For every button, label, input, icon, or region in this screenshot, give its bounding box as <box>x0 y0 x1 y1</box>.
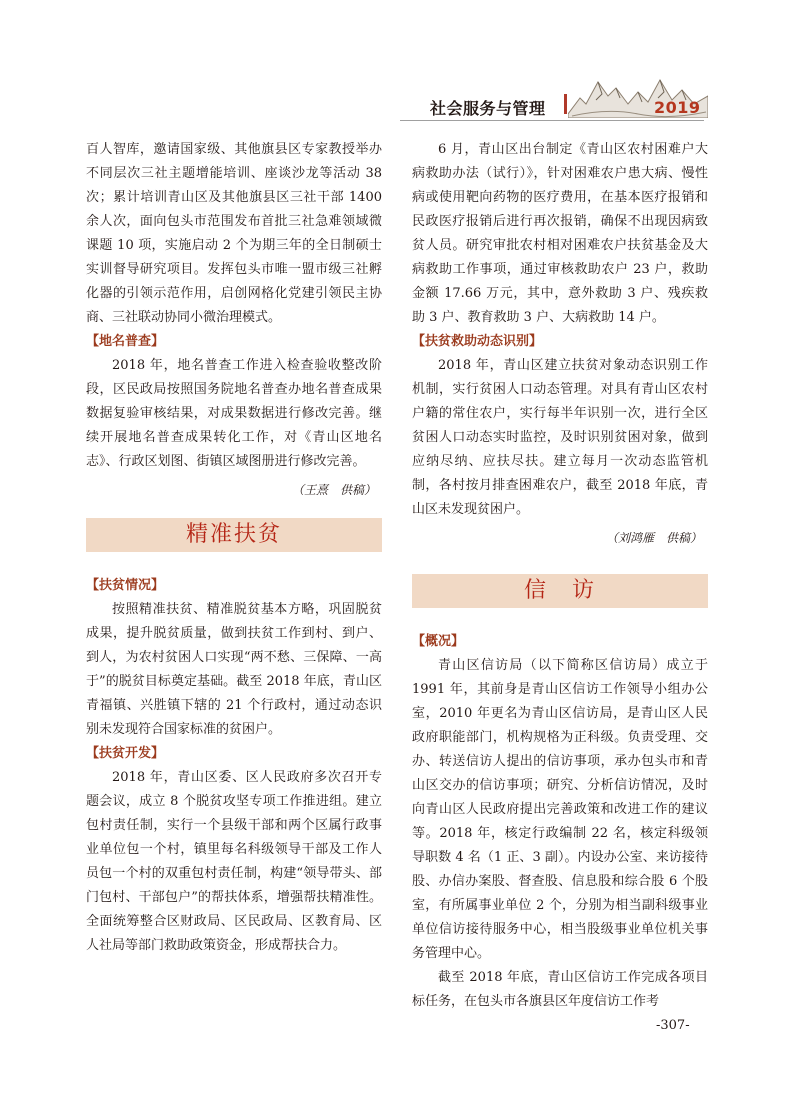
page-number: -307- <box>656 1018 690 1033</box>
continued-paragraph: 百人智库，邀请国家级、其他旗县区专家教授举办不同层次三社主题增能培训、座谈沙龙等活动 38 次；累计培训青山区及其他旗县区三社干部 1400 余人次，面向包头市范围发布首批三社急难领域微课题 10 项，实施启动 2 个为期三年的全日制硕士实训督导研究项目。发挥包头市唯一盟市级三社孵化器的引领示范作用，启创网格化党建引领民主协商、三社联动协同小微治理模式。 <box>86 142 382 325</box>
overview-paragraph: 青山区信访局（以下简称区信访局）成立于 1991 年，其前身是青山区信访工作领导小组办公室，2010 年更名为青山区信访局，是青山区人民政府职能部门，机构规格为正科级。负责受理、交办、转送信访人提出的信访事项，承办包头市和青山区交办的信访事项；研究、分析信访情况，及时向青山区人民政府提出完善政策和改进工作的建议等。2018 年，核定行政编制 22 名，核定科级领导职数 4 名（1 正、3 副）。内设办公室、来访接待股、办信办案股、督查股、信息股和综合股 6 个股室，有所属事业单位 2 个，分别为相当副科级事业单位信访接待服务中心，相当股级事业单位机关事务管理中心。 <box>412 658 708 961</box>
subheading-poverty-development: 【扶贫开发】 <box>86 746 165 761</box>
closing-paragraph: 截至 2018 年底，青山区信访工作完成各项目标任务，在包头市各旗县区年度信访工作考 <box>412 970 708 1009</box>
poverty-status-paragraph: 按照精准扶贫、精准脱贫基本方略，巩固脱贫成果，提升脱贫质量，做到扶贫工作到村、到户、到人，为农村贫困人口实现“两不愁、三保障、一高于”的脱贫目标奠定基础。截至 2018 年底，青山区青福镇、兴胜镇下辖的 21 个行政村，通过动态识别未发现符合国家标准的贫困户。 <box>86 602 382 737</box>
place-names-paragraph: 2018 年，地名普查工作进入检查验收整改阶段，区民政局按照国务院地名普查办地名普查成果数据复验审核结果，对成果数据进行修改完善。继续开展地名普查成果转化工作，对《青山区地名志》、行政区划图、街镇区域图册进行修改完善。 <box>86 358 382 469</box>
section-title: 社会服务与管理 <box>430 99 546 118</box>
author-credit: （王熹 供稿） <box>291 483 376 497</box>
subheading-poverty-status: 【扶贫情况】 <box>86 578 165 593</box>
section-banner-petitions: 信 访 <box>412 574 708 608</box>
author-credit: （刘鸿雁 供稿） <box>605 531 702 545</box>
header-year: 2019 <box>654 98 701 117</box>
subheading-place-names: 【地名普查】 <box>86 334 165 349</box>
left-column <box>86 138 382 958</box>
header-separator <box>564 94 567 114</box>
running-header <box>400 70 804 120</box>
header-rule <box>400 120 704 121</box>
right-column <box>412 138 708 1014</box>
section-banner-poverty: 精准扶贫 <box>86 518 382 552</box>
dynamic-identification-paragraph: 2018 年，青山区建立扶贫对象动态识别工作机制，实行贫困人口动态管理。对具有青山区农村户籍的常住农户，实行每半年识别一次，进行全区贫困人口动态实时监控，及时识别贫困对象，做到应纳尽纳、应扶尽扶。建立每月一次动态监管机制，各村按月排查困难农户，截至 2018 年底，青山区未发现贫困户。 <box>412 358 708 517</box>
subheading-overview: 【概况】 <box>412 634 465 649</box>
medical-relief-paragraph: 6 月，青山区出台制定《青山区农村困难户大病救助办法（试行）》，针对困难农户患大病、慢性病或使用靶向药物的医疗费用，在基本医疗报销和民政医疗报销后进行再次报销，确保不出现因病致贫人员。研究审批农村相对困难农户扶贫基金及大病救助工作事项，通过审核救助农户 23 户，救助金额 17.66 万元，其中，意外救助 3 户、残疾救助 3 户、教育救助 3 户、大病救助 14 户。 <box>412 142 708 325</box>
poverty-development-paragraph: 2018 年，青山区委、区人民政府多次召开专题会议，成立 8 个脱贫攻坚专项工作推进组。建立包村责任制，实行一个县级干部和两个区属行政事业单位包一个村，镇里每名科级领导干部及工作人员包一个村的双重包村责任制，构建“领导带头、部门包村、干部包户”的帮扶体系，增强帮扶精准性。全面统筹整合区财政局、区民政局、区教育局、区人社局等部门救助政策资金，形成帮扶合力。 <box>86 770 382 953</box>
subheading-dynamic-identification: 【扶贫救助动态识别】 <box>412 334 543 349</box>
